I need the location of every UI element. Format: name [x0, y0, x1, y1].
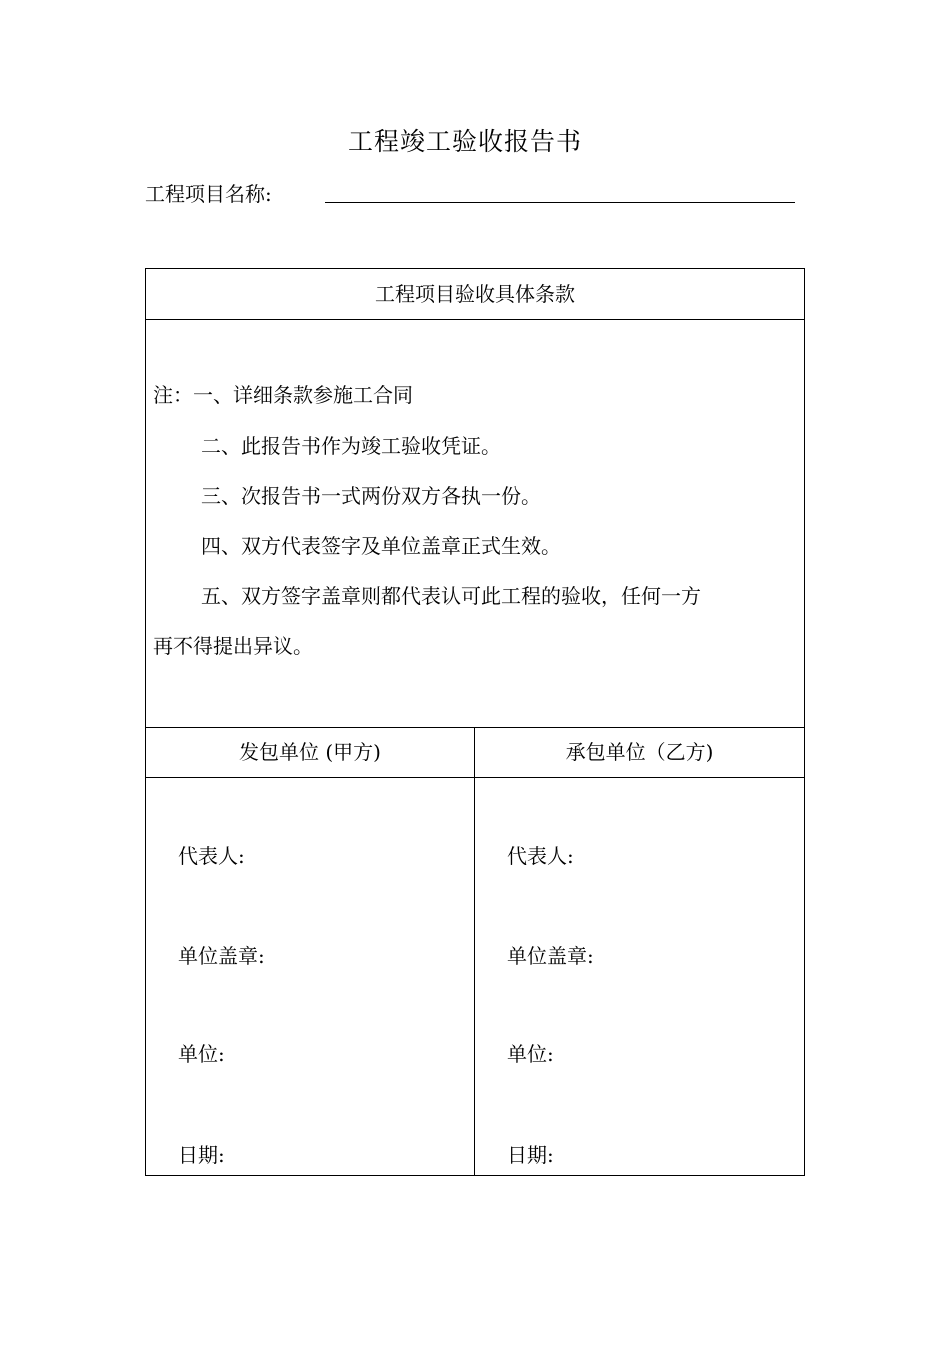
- note-line-5: 五、双方签字盖章则都代表认可此工程的验收，任何一方: [201, 584, 701, 608]
- project-name-field[interactable]: [325, 202, 795, 203]
- note-line-1: 注：一、详细条款参施工合同: [153, 383, 413, 407]
- party-a-header: 发包单位 (甲方): [146, 728, 475, 778]
- note-line-6: 再不得提出异议。: [153, 634, 313, 658]
- party-b-signature-section: [475, 778, 804, 1175]
- party-a-signature-section: [146, 778, 475, 1175]
- project-name-row: [145, 178, 795, 208]
- party-b-seal-field[interactable]: 单位盖章:: [507, 944, 594, 968]
- acceptance-terms-header: 工程项目验收具体条款: [146, 269, 804, 320]
- note-line-4: 四、双方代表签字及单位盖章正式生效。: [201, 534, 561, 558]
- notes-section: [146, 320, 804, 728]
- note-line-3: 三、次报告书一式两份双方各执一份。: [201, 484, 541, 508]
- party-b-header: 承包单位（乙方): [475, 728, 804, 778]
- party-a-seal-field[interactable]: 单位盖章:: [178, 944, 265, 968]
- document-title: 工程竣工验收报告书: [347, 127, 582, 156]
- project-name-label: 工程项目名称:: [145, 182, 272, 206]
- party-b-representative-field[interactable]: 代表人:: [507, 844, 574, 868]
- party-b-date-field[interactable]: 日期:: [507, 1143, 554, 1167]
- party-a-representative-field[interactable]: 代表人:: [178, 844, 245, 868]
- party-a-date-field[interactable]: 日期:: [178, 1143, 225, 1167]
- party-a-unit-field[interactable]: 单位:: [178, 1042, 225, 1066]
- acceptance-form-table: [145, 268, 805, 1176]
- party-b-unit-field[interactable]: 单位:: [507, 1042, 554, 1066]
- note-line-2: 二、此报告书作为竣工验收凭证。: [201, 434, 501, 458]
